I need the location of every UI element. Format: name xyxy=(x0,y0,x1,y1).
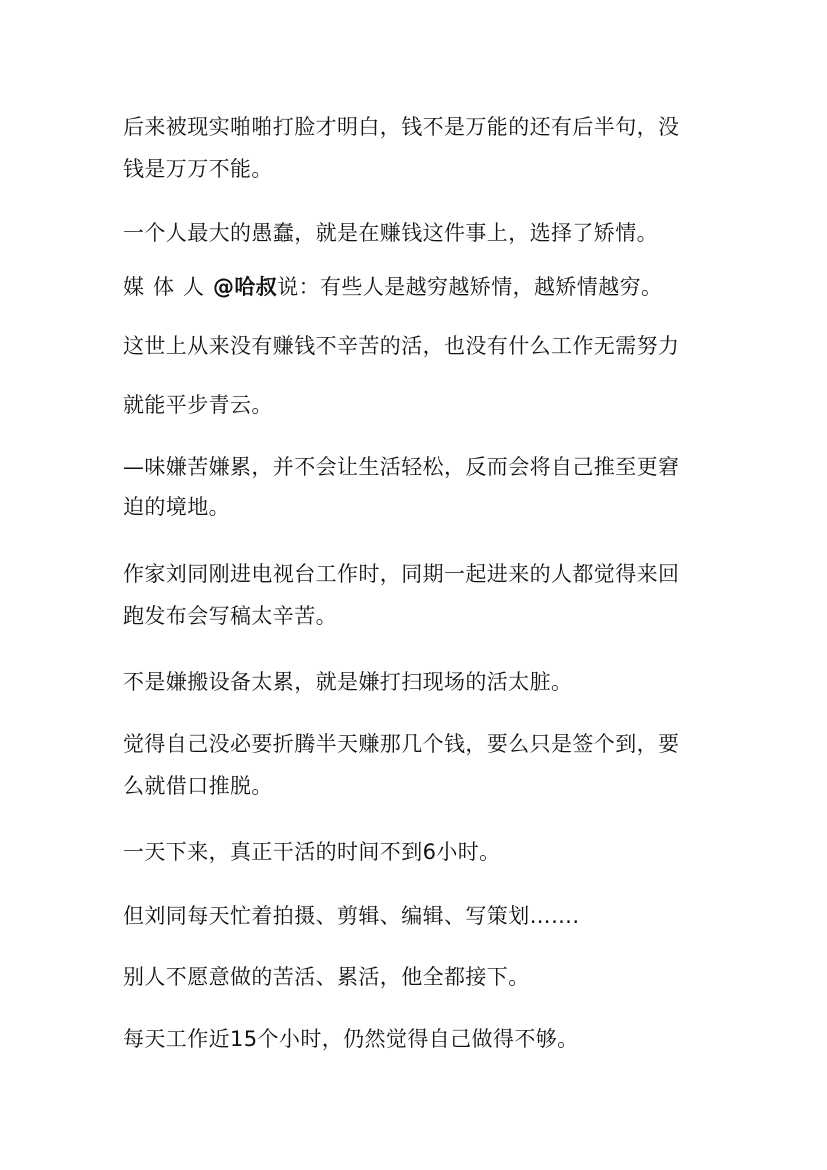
paragraph-8-line-1: 觉得自己没必要折腾半天赚那几个钱，要么只是签个到，要 xyxy=(123,732,680,756)
paragraph-4-line-1: 这世上从来没有赚钱不辛苦的活，也没有什么工作无需努力 xyxy=(123,334,680,358)
paragraph-1-line-2: 钱是万万不能。 xyxy=(123,157,273,181)
paragraph-11: 别人不愿意做的苦活、累活，他全都接下。 xyxy=(123,965,530,989)
paragraph-3-rest: 说：有些人是越穷越矫情，越矫情越穷。 xyxy=(277,275,663,299)
paragraph-3-prefix: 媒体人 xyxy=(123,275,213,299)
paragraph-6-line-1: 作家刘同刚进电视台工作时，同期一起进来的人都觉得来回 xyxy=(123,562,680,586)
paragraph-3-handle: @哈叔 xyxy=(213,275,278,299)
paragraph-8-line-2: 么就借口推脱。 xyxy=(123,774,273,798)
paragraph-1-line-1: 后来被现实啪啪打脸才明白，钱不是万能的还有后半句，没 xyxy=(123,115,680,139)
paragraph-12: 每天工作近15个小时，仍然觉得自己做得不够。 xyxy=(123,1027,579,1051)
paragraph-2: 一个人最大的愚蠢，就是在赚钱这件事上，选择了矫情。 xyxy=(123,221,658,245)
paragraph-3 xyxy=(123,274,713,300)
paragraph-5-line-1: —味嫌苦嫌累，并不会让生活轻松，反而会将自己推至更窘 xyxy=(123,455,680,479)
paragraph-9: 一天下来，真正干活的时间不到6小时。 xyxy=(123,840,501,864)
paragraph-10: 但刘同每天忙着拍摄、剪辑、编辑、写策划……. xyxy=(123,904,580,928)
paragraph-4-line-2: 就能平步青云。 xyxy=(123,393,273,417)
paragraph-7: 不是嫌搬设备太累，就是嫌打扫现场的活太脏。 xyxy=(123,670,573,694)
paragraph-5-line-2: 迫的境地。 xyxy=(123,495,230,519)
paragraph-6-line-2: 跑发布会写稿太辛苦。 xyxy=(123,604,337,628)
